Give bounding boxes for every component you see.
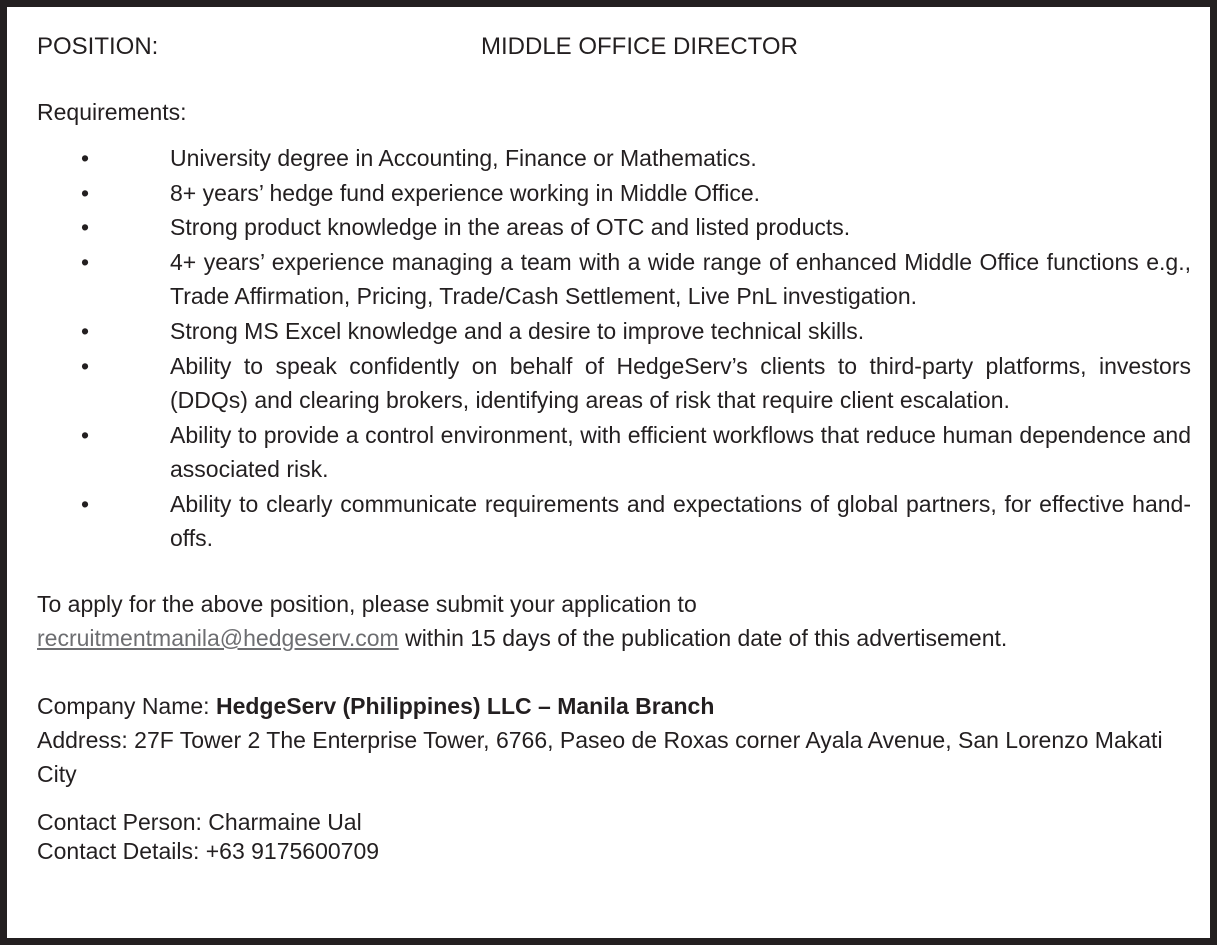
requirement-item — [37, 314, 1191, 348]
bullet-icon: • — [81, 179, 90, 206]
bullet-icon: • — [81, 490, 90, 517]
requirement-item — [37, 176, 1191, 210]
contact-info — [37, 808, 1191, 866]
contact-details: Contact Details: +63 9175600709 — [37, 837, 380, 864]
apply-line-2 — [37, 621, 1191, 655]
position-label: POSITION: — [37, 33, 159, 60]
requirements-list — [37, 141, 1191, 555]
company-address: Address: 27F Tower 2 The Enterprise Tower, 6766, Paseo de Roxas corner Ayala Avenue, San Lorenzo Makati City — [37, 726, 1163, 787]
job-ad-content — [37, 27, 1191, 866]
requirement-text: Ability to speak confidently on behalf of HedgeServ’s clients to third-party platforms, investors (DDQs) and clearing brokers, identifying areas of risk that require client escalation. — [170, 352, 1191, 413]
bullet-icon: • — [81, 318, 90, 345]
requirements-heading: Requirements: — [37, 99, 187, 125]
contact-person: Contact Person: Charmaine Ual — [37, 808, 362, 835]
requirement-text: Ability to provide a control environment, with efficient workflows that reduce human dependence and associated risk. — [170, 421, 1191, 482]
requirement-item — [37, 210, 1191, 244]
bullet-icon: • — [81, 145, 90, 171]
requirement-text: Strong product knowledge in the areas of OTC and listed products. — [170, 214, 851, 241]
bullet-icon: • — [81, 421, 90, 448]
email-link[interactable]: recruitmentmanila@hedgeserv.com — [37, 624, 399, 651]
bullet-icon: • — [81, 352, 90, 379]
application-instructions — [37, 587, 1191, 655]
requirement-item — [37, 141, 1191, 175]
requirement-text: Strong MS Excel knowledge and a desire to improve technical skills. — [170, 318, 865, 345]
requirement-item — [37, 349, 1191, 417]
company-name-label: Company Name: — [37, 692, 216, 719]
company-info — [37, 689, 1191, 791]
requirement-item — [37, 487, 1191, 555]
requirement-text: 4+ years’ experience managing a team with a wide range of enhanced Middle Office functions e.g., Trade Affirmation, Pricing, Trade/Cash Settlement, Live PnL investigation. — [170, 249, 1191, 310]
apply-deadline-text: within 15 days of the publication date of this advertisement. — [398, 624, 1008, 651]
position-header — [37, 27, 1191, 67]
bullet-icon: • — [81, 249, 90, 276]
position-title: MIDDLE OFFICE DIRECTOR — [481, 33, 798, 60]
requirement-text: Ability to clearly communicate requirements and expectations of global partners, for effective hand-offs. — [170, 490, 1191, 551]
bullet-icon: • — [81, 214, 90, 241]
company-name: HedgeServ (Philippines) LLC – Manila Branch — [215, 692, 715, 719]
requirement-text: University degree in Accounting, Finance or Mathematics. — [170, 145, 757, 171]
apply-line-1: To apply for the above position, please submit your application to — [37, 590, 697, 617]
company-name-line — [37, 689, 1191, 723]
requirement-item — [37, 418, 1191, 486]
requirement-text: 8+ years’ hedge fund experience working in Middle Office. — [170, 179, 761, 206]
requirement-item — [37, 245, 1191, 313]
